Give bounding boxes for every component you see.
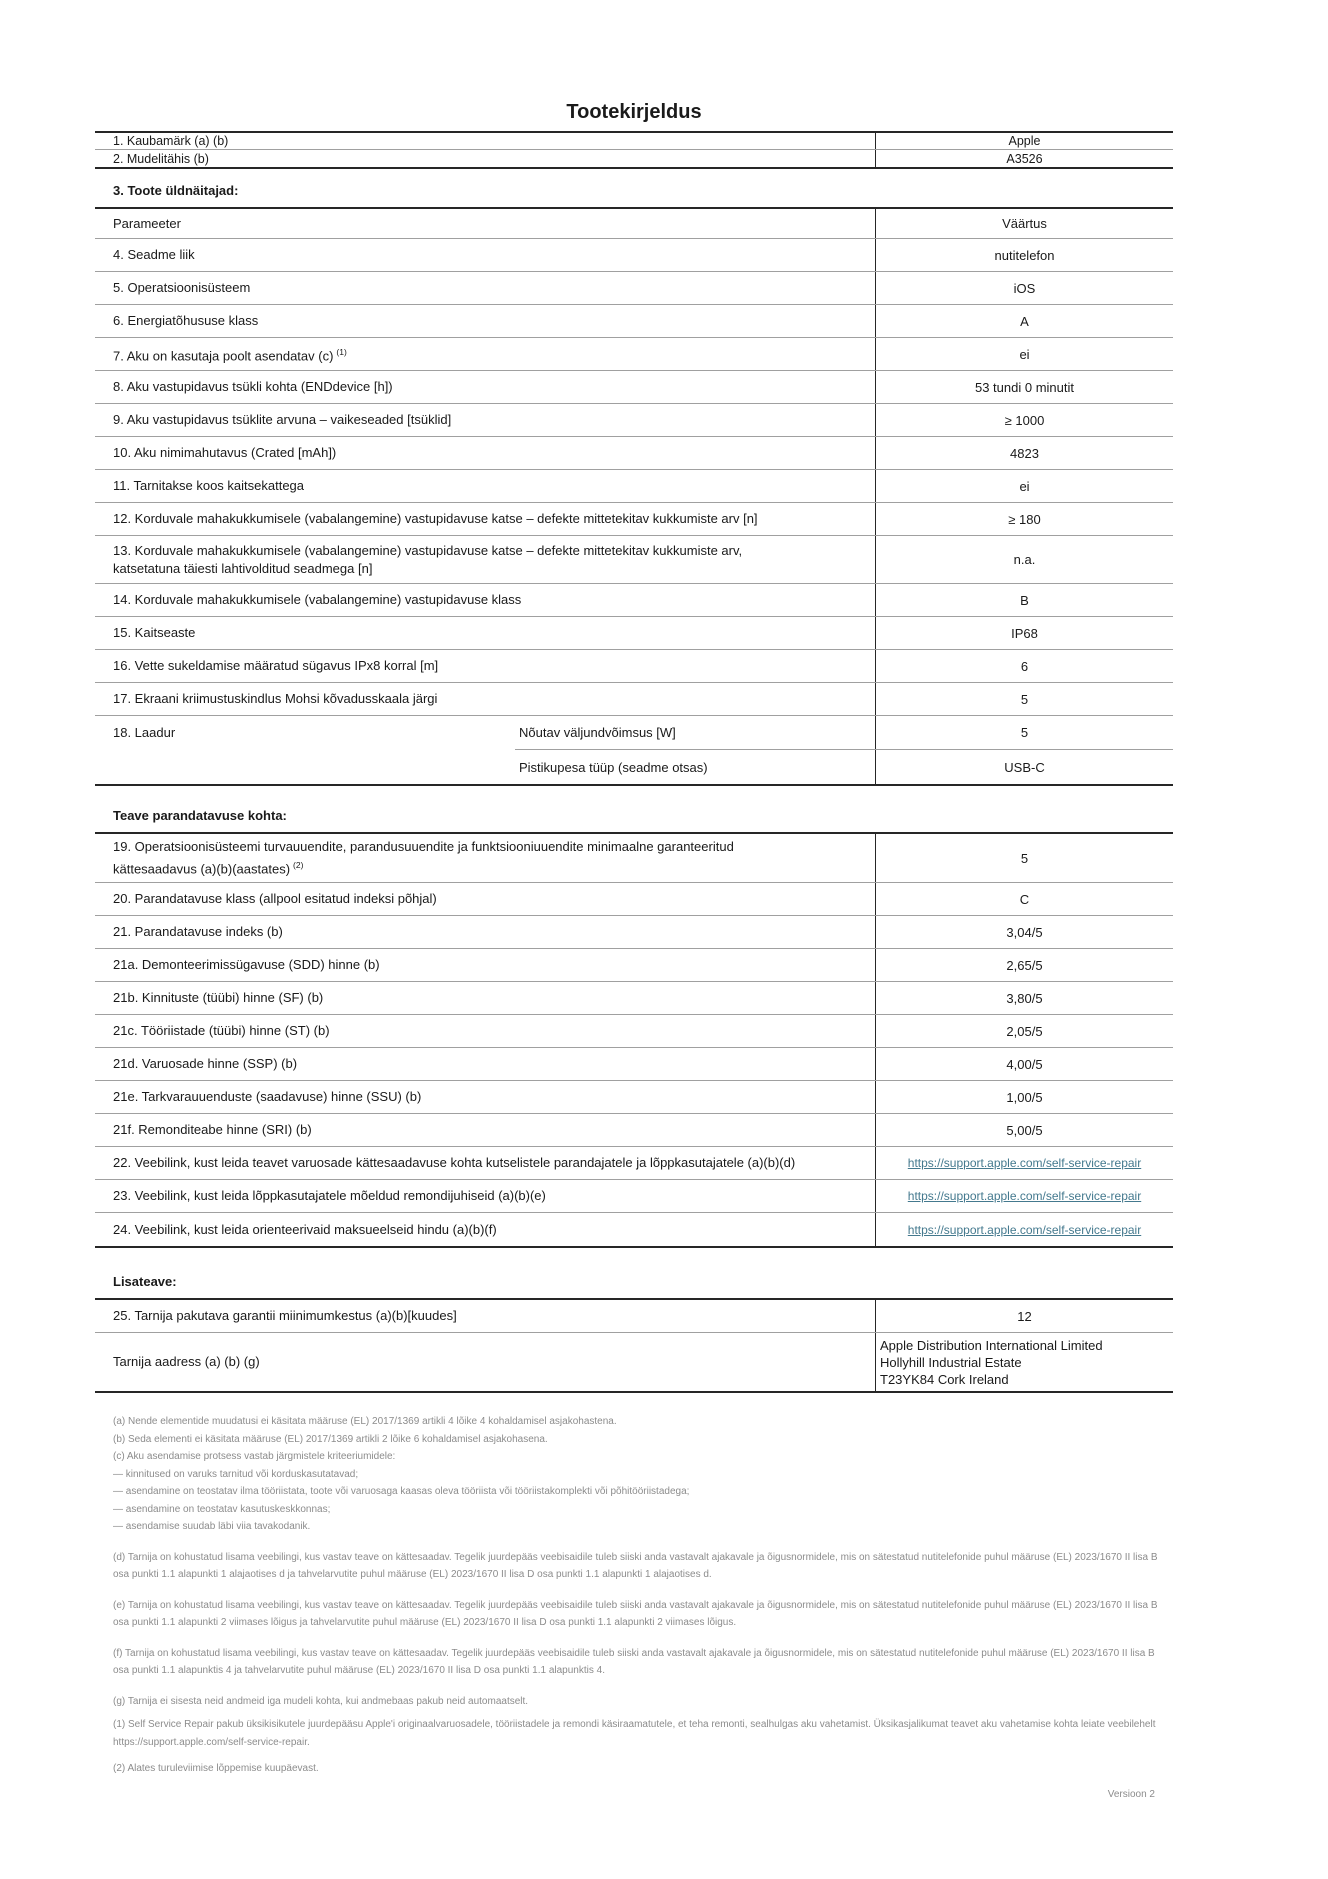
address-line: T23YK84 Cork Ireland (880, 1371, 1009, 1387)
table-row (95, 371, 1173, 404)
param-label: 6. Energiatõhususe klass (113, 313, 259, 328)
general-table (95, 207, 1173, 786)
repair-table (95, 832, 1173, 1248)
support-link[interactable]: https://support.apple.com/self-service-repair (907, 1156, 1142, 1171)
param-value: ≥ 180 (875, 503, 1173, 535)
param-value: 5 (875, 716, 1173, 749)
table-row (95, 1147, 1173, 1180)
table-row (95, 305, 1173, 338)
param-label: 1. Kaubamärk (a) (b) (113, 134, 229, 148)
param-label: Pistikupesa tüüp (seadme otsas) (519, 759, 708, 775)
param-label: 16. Vette sukeldamise määratud sügavus IPx8 korral [m] (113, 658, 439, 673)
table-row (95, 883, 1173, 916)
table-row (95, 239, 1173, 272)
section-heading-additional: Lisateave: (113, 1274, 177, 1290)
param-value: nutitelefon (875, 239, 1173, 271)
table-row (95, 617, 1173, 650)
param-label: 17. Ekraani kriimustuskindlus Mohsi kõvadusskaala järgi (113, 691, 438, 706)
table-row (95, 536, 1173, 584)
param-value: ≥ 1000 (875, 404, 1173, 436)
param-label: Tarnija aadress (a) (b) (g) (113, 1354, 260, 1370)
footnote: — asendamine on teostatav kasutuskeskkonnas; (113, 1503, 331, 1515)
footnote: — asendamise suudab läbi viia tavakodanik. (113, 1521, 311, 1533)
charger-subrow (515, 716, 1173, 750)
param-value: iOS (875, 272, 1173, 304)
footnote: (e) Tarnija on kohustatud lisama veebilingi, kus vastav teave on kättesaadav. Tegelik juurdepääs veebisaidile tuleb siiski anda vastavalt ajakavale ja õigusnormidele, mis on sätestatud nutitelefonide puhul määruse (EL) 2023/1670 II lisa B osa punkti 1.1 alapunkti 2 viimases lõigus ja tahvelarvutite puhul määruse (EL) 2023/1670 II lisa D osa punkti 1.1 alapunkti 2 viimases lõigus. (113, 1599, 1158, 1629)
table-row (95, 470, 1173, 503)
param-value: 1,00/5 (875, 1081, 1173, 1113)
param-label: 10. Aku nimimahutavus (Crated [mAh]) (113, 445, 337, 460)
table-row (95, 982, 1173, 1015)
table-header-row (95, 209, 1173, 239)
column-header-value: Väärtus (875, 209, 1173, 238)
param-value: 5,00/5 (875, 1114, 1173, 1146)
table-row (95, 1048, 1173, 1081)
table-row (95, 404, 1173, 437)
param-label: 18. Laadur (113, 725, 176, 740)
page-title: Tootekirjeldus (566, 101, 702, 123)
footnote: (c) Aku asendamise protsess vastab järgmistele kriteeriumidele: (113, 1451, 396, 1463)
param-value: 12 (875, 1300, 1173, 1332)
param-value: C (875, 883, 1173, 915)
param-value: Apple (875, 133, 1173, 149)
param-label: 4. Seadme liik (113, 247, 195, 262)
param-label: 5. Operatsioonisüsteem (113, 280, 251, 295)
param-value (875, 1213, 1173, 1246)
id-table (95, 131, 1173, 169)
table-row (95, 949, 1173, 982)
param-value: 5 (875, 834, 1173, 882)
param-value: IP68 (875, 617, 1173, 649)
table-row (95, 338, 1173, 371)
table-row (95, 834, 1173, 883)
param-label: 21. Parandatavuse indeks (b) (113, 924, 283, 940)
footnotes (113, 1413, 1173, 1778)
param-value: A (875, 305, 1173, 337)
param-value: B (875, 584, 1173, 616)
section-heading-general: 3. Toote üldnäitajad: (113, 183, 239, 198)
param-label: 21d. Varuosade hinne (SSP) (b) (113, 1056, 298, 1072)
param-label: 11. Tarnitakse koos kaitsekattega (113, 478, 305, 493)
param-value: 3,80/5 (875, 982, 1173, 1014)
footnote: — asendamine on teostatav ilma tööriistata, toote või varuosaga kaasas oleva tööriista või tööriistakomplekti või põhitööriistadega; (113, 1486, 690, 1498)
table-row (95, 1180, 1173, 1213)
version-label: Versioon 2 (1107, 1788, 1155, 1800)
table-row (95, 650, 1173, 683)
table-row (95, 1300, 1173, 1333)
footnote: (b) Seda elementi ei käsitata määruse (EL) 2017/1369 artikli 2 lõike 6 kohaldamisel asjakohasena. (113, 1433, 548, 1445)
param-label: 9. Aku vastupidavus tsüklite arvuna – vaikeseaded [tsüklid] (113, 412, 452, 427)
additional-table (95, 1298, 1173, 1393)
footnote: (1) Self Service Repair pakub üksikisikutele juurdepääsu Apple'i originaalvaruosadele, tööriistadele ja remondi käsiraamatutele, et teha remonti, sealhulgas aku vahetamist. Üksikasjalikumat teavet aku vahetamise kohta leiate veebilehelt https://support.apple.com/self-service-repair. (113, 1719, 1156, 1748)
param-label: 7. Aku on kasutaja poolt asendatav (c) $^{(1)}$ (113, 346, 347, 364)
table-row (95, 133, 1173, 150)
param-value: USB-C (875, 750, 1173, 784)
param-value: 2,05/5 (875, 1015, 1173, 1047)
param-label: 25. Tarnija pakutava garantii miinimumkestus (a)(b)[kuudes] (113, 1308, 457, 1324)
table-row (95, 437, 1173, 470)
param-label: 21a. Demonteerimissügavuse (SDD) hinne (b) (113, 957, 380, 973)
column-header-parameter: Parameeter (113, 215, 181, 231)
param-value: 4,00/5 (875, 1048, 1173, 1080)
table-row (95, 272, 1173, 305)
table-row (95, 1081, 1173, 1114)
param-value: 2,65/5 (875, 949, 1173, 981)
param-value: 3,04/5 (875, 916, 1173, 948)
param-label: 12. Korduvale mahakukkumisele (vabalangemine) vastupidavuse katse – defekte mittetekitav kukkumiste arv [n] (113, 511, 758, 526)
param-value: A3526 (875, 150, 1173, 167)
param-value (875, 1147, 1173, 1179)
param-label: 21f. Remonditeabe hinne (SRI) (b) (113, 1122, 312, 1138)
footnote: (2) Alates turuleviimise lõppemise kuupäevast. (113, 1763, 319, 1775)
table-row (95, 916, 1173, 949)
table-row (95, 584, 1173, 617)
charger-subrow (515, 750, 1173, 784)
param-label: 20. Parandatavuse klass (allpool esitatud indeksi põhjal) (113, 891, 437, 907)
address-line: Hollyhill Industrial Estate (880, 1354, 1022, 1370)
support-link[interactable]: https://support.apple.com/self-service-repair (907, 1222, 1142, 1237)
param-label: 14. Korduvale mahakukkumisele (vabalangemine) vastupidavuse klass (113, 592, 522, 607)
support-link[interactable]: https://support.apple.com/self-service-repair (907, 1189, 1142, 1204)
table-row (95, 1333, 1173, 1391)
supplier-address (875, 1333, 1173, 1391)
table-row (95, 1114, 1173, 1147)
charger-row (95, 716, 1173, 784)
footnote-ref: (2) (293, 860, 304, 870)
param-value: ei (875, 338, 1173, 370)
address-line: Apple Distribution International Limited (880, 1337, 1103, 1353)
param-value: 53 tundi 0 minutit (875, 371, 1173, 403)
footnote: (f) Tarnija on kohustatud lisama veebilingi, kus vastav teave on kättesaadav. Tegelik juurdepääs veebisaidile tuleb siiski anda vastavalt ajakavale ja õigusnormidele, mis on sätestatud nutitelefonide puhul määruse (EL) 2023/1670 II lisa B osa punkti 1.1 alapunktis 4 ja tahvelarvutite puhul määruse (EL) 2023/1670 II lisa D osa punkti 1.1 alapunktis 4. (113, 1647, 1155, 1677)
param-value: 5 (875, 683, 1173, 715)
param-value: 4823 (875, 437, 1173, 469)
footnote: — kinnitused on varuks tarnitud või korduskasutatavad; (113, 1468, 359, 1480)
table-row (95, 1015, 1173, 1048)
param-label: 21b. Kinnituste (tüübi) hinne (SF) (b) (113, 990, 324, 1006)
table-row (95, 503, 1173, 536)
table-row (95, 683, 1173, 716)
param-label: 15. Kaitseaste (113, 625, 196, 640)
param-label: Nõutav väljundvõimsus [W] (519, 725, 676, 740)
table-row (95, 150, 1173, 167)
param-label: 19. Operatsioonisüsteemi turvauuendite, parandusuuendite ja funktsiooniuuendite minimaalne garanteeritud kättesaadavus (a)(b)(aastates) $^{(2)}$ (113, 839, 734, 877)
param-label: 8. Aku vastupidavus tsükli kohta (ENDdevice [h]) (113, 379, 393, 394)
param-label: 21c. Tööriistade (tüübi) hinne (ST) (b) (113, 1023, 330, 1039)
section-heading-repair: Teave parandatavuse kohta: (113, 808, 287, 823)
footnote: (g) Tarnija ei sisesta neid andmeid iga mudeli kohta, kui andmebaas pakub neid automaatselt. (113, 1695, 529, 1707)
param-label: 2. Mudelitähis (b) (113, 151, 209, 166)
param-label: 22. Veebilink, kust leida teavet varuosade kättesaadavuse kohta kutselistele parandajatele ja lõppkasutajatele (a)(b)(d) (113, 1155, 796, 1171)
param-label: 24. Veebilink, kust leida orienteerivaid maksueelseid hindu (a)(b)(f) (113, 1221, 497, 1237)
param-value (875, 1180, 1173, 1212)
footnote-ref: (1) (336, 346, 347, 357)
param-value: ei (875, 470, 1173, 502)
param-value: n.a. (875, 536, 1173, 583)
param-label: 21e. Tarkvarauuenduste (saadavuse) hinne (SSU) (b) (113, 1089, 422, 1105)
param-label: 23. Veebilink, kust leida lõppkasutajatele mõeldud remondijuhiseid (a)(b)(e) (113, 1188, 546, 1204)
table-row (95, 1213, 1173, 1246)
footnote: (d) Tarnija on kohustatud lisama veebilingi, kus vastav teave on kättesaadav. Tegelik juurdepääs veebisaidile tuleb siiski anda vastavalt ajakavale ja õigusnormidele, mis on sätestatud nutitelefonide puhul määruse (EL) 2023/1670 II lisa B osa punkti 1.1 alapunkti 1 alajaotises d ja tahvelarvutite puhul määruse (EL) 2023/1670 II lisa D osa punkti 1.1 alapunkti 1 alajaotises d. (113, 1551, 1158, 1581)
footnote: (a) Nende elementide muudatusi ei käsitata määruse (EL) 2017/1369 artikli 4 lõike 4 kohaldamisel asjakohastena. (113, 1416, 617, 1428)
param-value: 6 (875, 650, 1173, 682)
param-label: 13. Korduvale mahakukkumisele (vabalangemine) vastupidavuse katse – defekte mittetekitav kukkumiste arv, katsetatuna täiesti lahtivolditud seadmega [n] (113, 542, 743, 576)
